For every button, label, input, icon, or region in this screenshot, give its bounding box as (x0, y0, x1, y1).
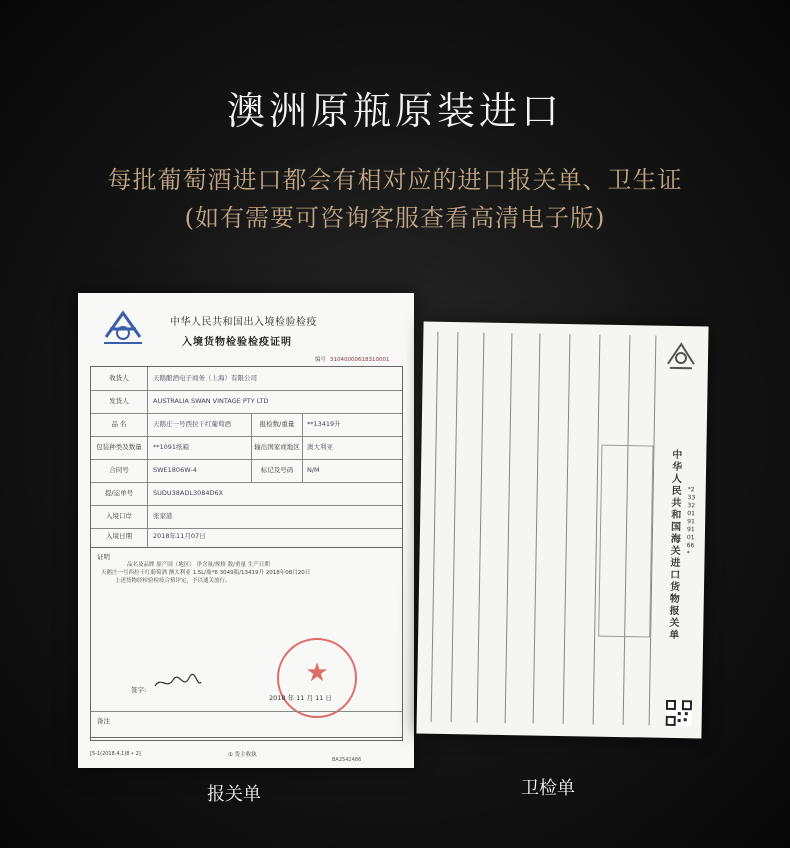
row-value: AUSTRALIA SWAN VINTAGE PTY LTD (153, 397, 269, 405)
official-seal (277, 638, 357, 718)
statement-goods-line: 天鹅庄一号西拉干红葡萄酒 澳大利亚 1.5L/瓶*6 3049瓶/13419升 2018年08月20日 (101, 570, 311, 576)
certificate-statement (90, 548, 403, 738)
remark-label: 备注 (97, 717, 110, 725)
table-row (91, 436, 402, 460)
row-label: 提/运单号 (91, 482, 148, 505)
signature-scribble (153, 672, 203, 694)
form-divider (477, 333, 485, 723)
customs-emblem-icon (664, 340, 699, 371)
statement-columns: 品名及品牌 原产国（地区） 净含量/规格 数/重量 生产日期 (127, 562, 270, 568)
statement-conclusion: 上述货物经检验检疫合格评定，予以通关放行。 (115, 578, 231, 584)
goods-detail-box (598, 445, 653, 638)
ciq-emblem-icon (100, 307, 146, 347)
form-divider (431, 332, 439, 722)
row-value: SUDU38ADL3084D6X (153, 489, 224, 497)
certificate-subheading: 入境货物检验检疫证明 (182, 337, 292, 348)
customs-inspection-certificate (78, 293, 414, 768)
certificate-number-label: 编号 (315, 357, 327, 363)
table-row (91, 390, 402, 414)
row-label-secondary: 报检数/重量 (251, 413, 303, 436)
seal-star-icon: ★ (305, 658, 329, 688)
remark-box (90, 711, 403, 741)
customs-declaration-form (416, 322, 708, 739)
table-row (91, 459, 402, 483)
form-divider (451, 332, 459, 722)
certificate-number (315, 355, 390, 363)
certificate-table (90, 366, 403, 548)
signature-label: 签字: (131, 686, 147, 694)
row-label: 入境日期 (91, 525, 148, 548)
certificate-heading: 中华人民共和国出入境检验检疫 (170, 317, 317, 328)
signature-date: 2018 年 11 月 11 日 (269, 694, 332, 702)
row-label: 收货人 (91, 367, 148, 390)
row-label: 入境口岸 (91, 505, 148, 528)
table-row (91, 525, 402, 548)
row-value-secondary: **13419升 (307, 420, 341, 428)
row-label: 合同号 (91, 459, 148, 482)
label-customs-declaration: 报关单 (207, 784, 261, 805)
certificate-number-value: 31040000618310001 (330, 357, 390, 363)
row-value: 2018年11月07日 (153, 532, 206, 540)
form-divider (505, 333, 513, 723)
row-label: 品 名 (91, 413, 148, 436)
table-row (91, 413, 402, 437)
row-label-secondary: 标记及号码 (251, 459, 303, 482)
subtitle-line-2: (如有需要可咨询客服查看高清电子版) (184, 204, 606, 232)
row-value: SWE1806W-4 (153, 466, 197, 474)
table-row (91, 367, 402, 391)
row-value-secondary: 澳大利亚 (307, 443, 333, 451)
form-divider (533, 334, 541, 724)
form-divider (563, 334, 571, 724)
row-label: 发货人 (91, 390, 148, 413)
serial-number: BA2542486 (332, 757, 362, 763)
table-row (91, 482, 402, 506)
row-value-secondary: N/M (307, 466, 320, 474)
qr-code-icon (666, 700, 692, 726)
label-health-certificate: 卫检单 (521, 778, 575, 799)
statement-label: 证明 (97, 553, 110, 561)
row-label-secondary: 输出国家或地区 (251, 436, 303, 459)
copy-holder: ① 货主收执 (228, 752, 257, 758)
subtitle-line-1: 每批葡萄酒进口都会有相对应的进口报关单、卫生证 (107, 166, 683, 194)
row-label: 包装种类及数量 (91, 436, 148, 459)
row-value: 天鹅酿酒电子商务（上海）有限公司 (153, 374, 257, 382)
form-code: [5-1(2018.4.1)8 • 2] (90, 751, 141, 757)
declaration-number: *233320191910166* (686, 486, 696, 558)
row-value: 张家港 (153, 512, 173, 520)
row-value: **1091纸箱 (153, 443, 190, 451)
declaration-title: 中华人民共和国海关进口货物报关单 (669, 449, 683, 642)
page-title: 澳洲原瓶原装进口 (226, 89, 563, 133)
row-value: 天鹅庄一号西拉干红葡萄酒 (153, 420, 231, 428)
